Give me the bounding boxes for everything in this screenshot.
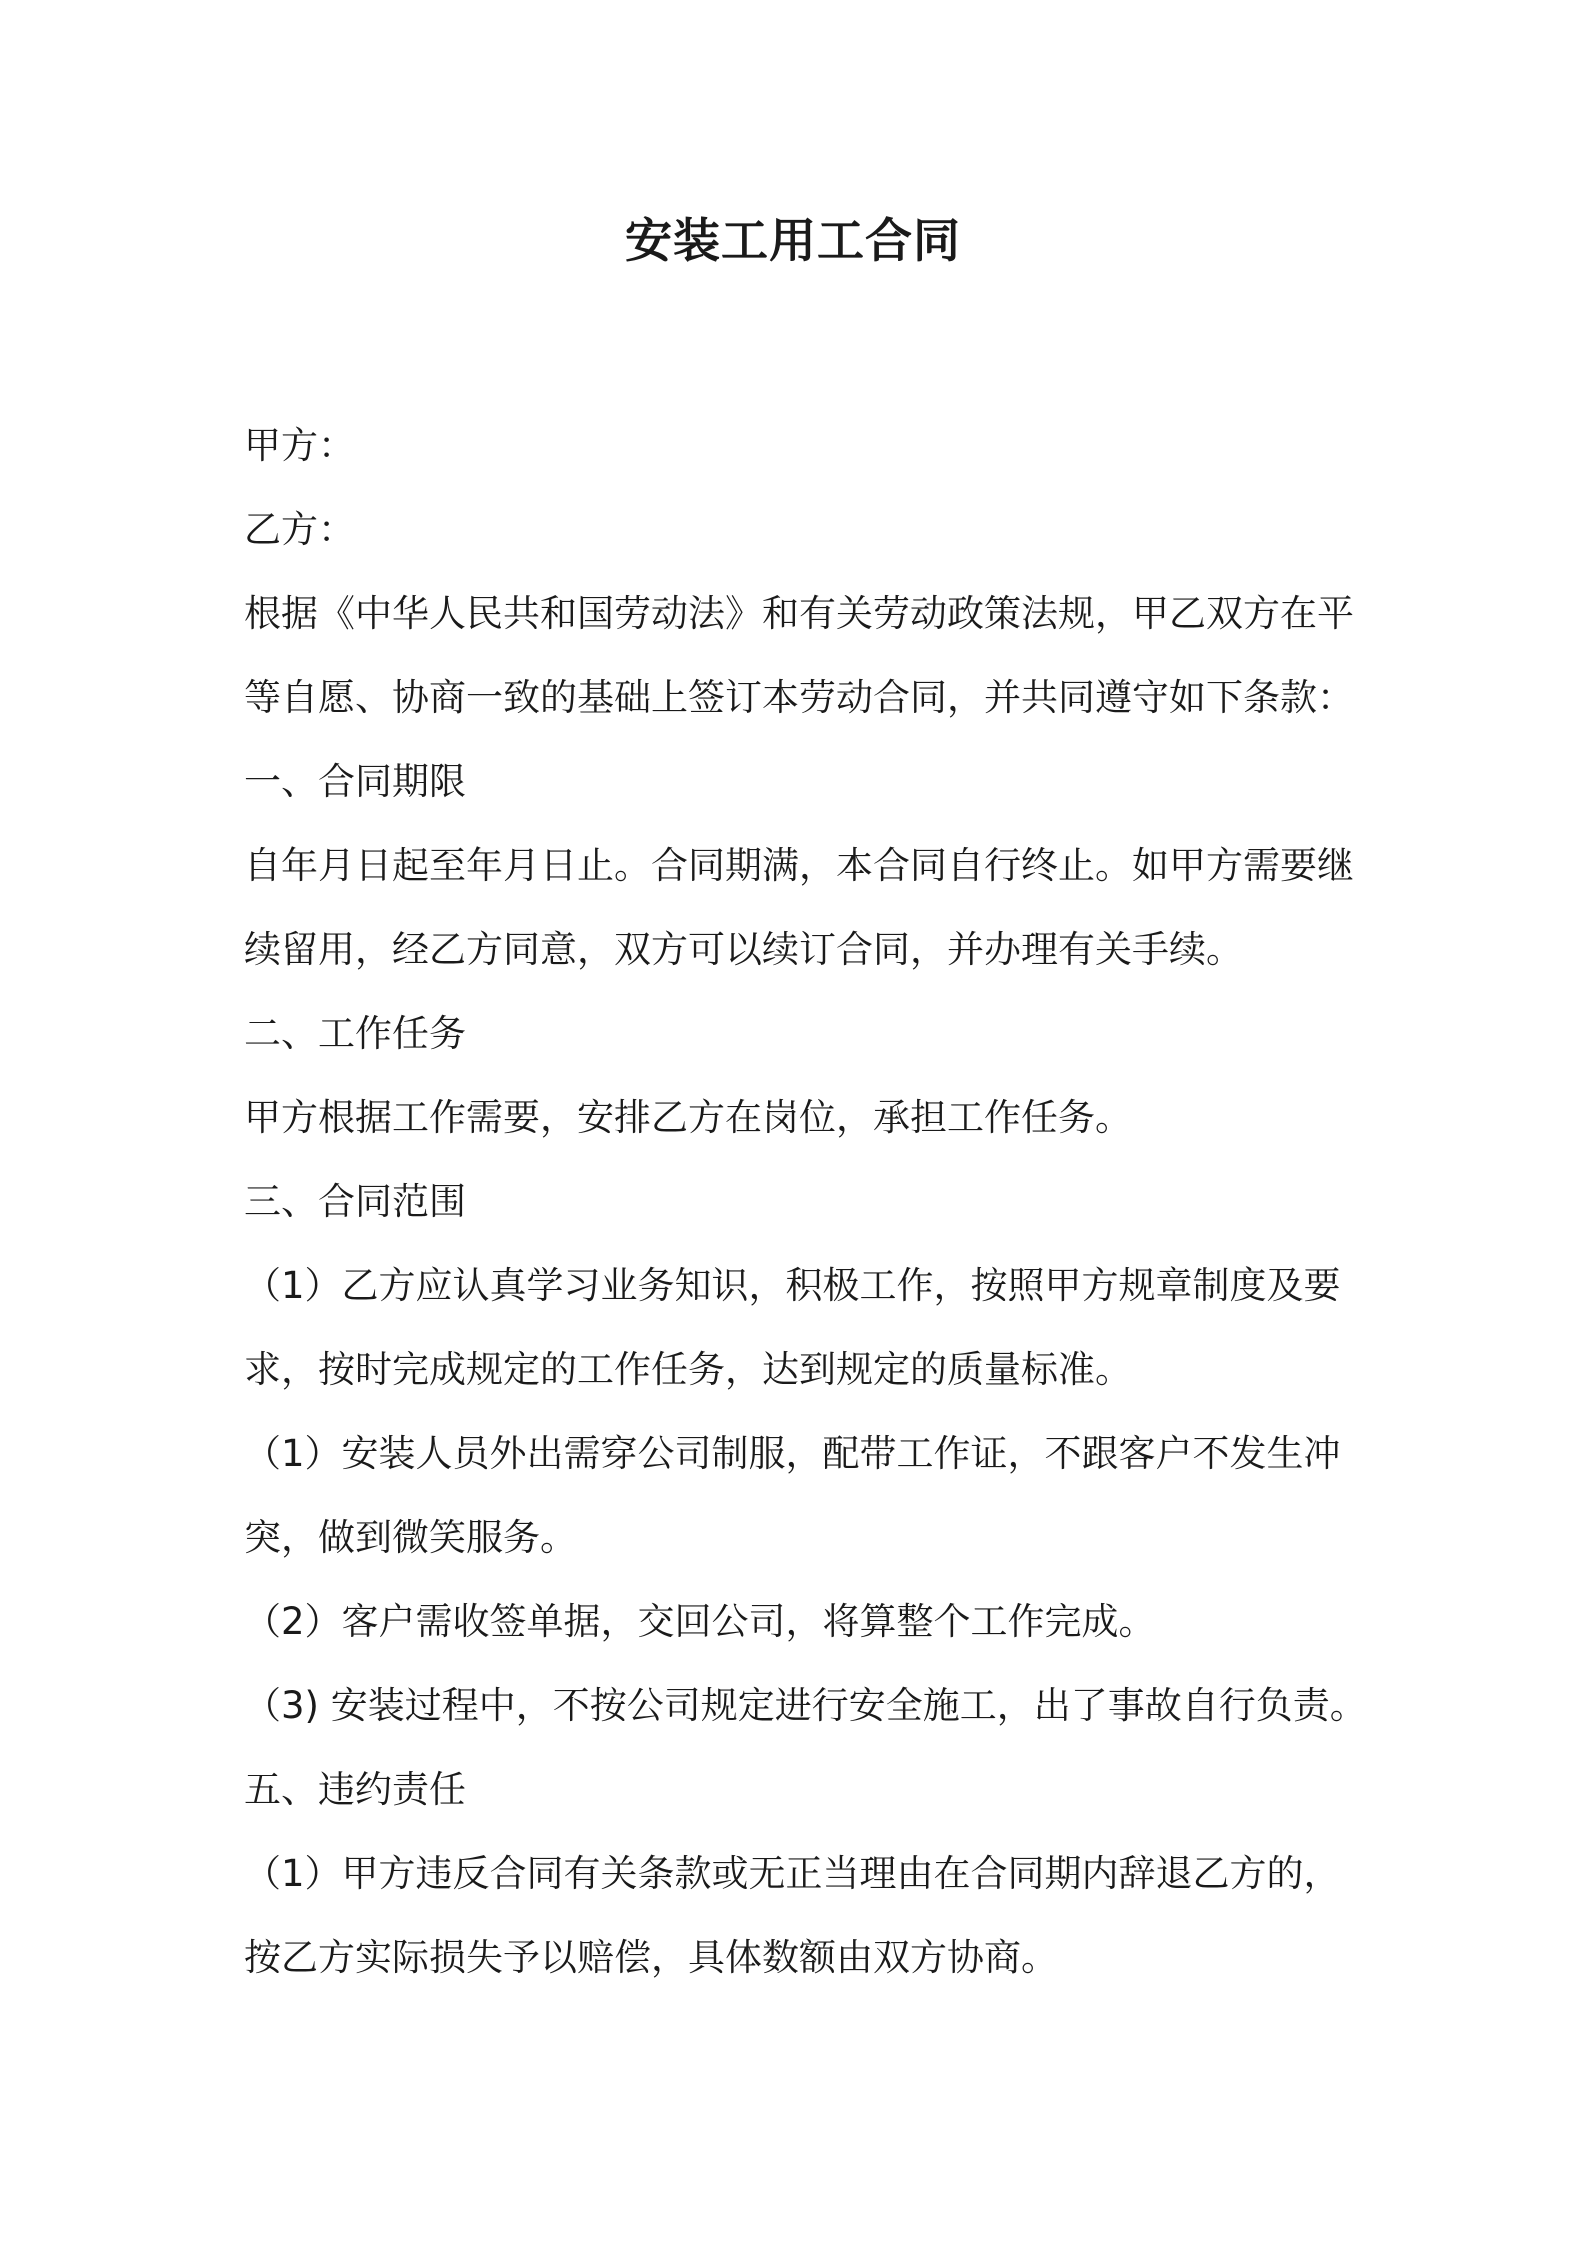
scope-item-1-line-1: （1）乙方应认真学习业务知识，积极工作，按照甲方规章制度及要 — [244, 1264, 1341, 1307]
party-b-line: 乙方： — [244, 508, 355, 551]
section-heading-term: 一、合同期限 — [244, 760, 466, 803]
preamble-line-2: 等自愿、协商一致的基础上签订本劳动合同，并共同遵守如下条款： — [244, 676, 1354, 719]
section-heading-liability: 五、违约责任 — [244, 1768, 466, 1811]
scope-item-2-line-1: （1）安装人员外出需穿公司制服，配带工作证，不跟客户不发生冲 — [244, 1432, 1341, 1475]
liability-item-1-line-2: 按乙方实际损失予以赔偿，具体数额由双方协商。 — [244, 1936, 1058, 1979]
party-a-line: 甲方： — [244, 424, 355, 467]
scope-item-4-line-1: （3) 安装过程中，不按公司规定进行安全施工，出了事故自行负责。 — [244, 1684, 1367, 1727]
task-line-1: 甲方根据工作需要，安排乙方在岗位，承担工作任务。 — [244, 1096, 1132, 1139]
scope-item-3-line-1: （2）客户需收签单据，交回公司，将算整个工作完成。 — [244, 1600, 1156, 1643]
section-heading-scope: 三、合同范围 — [244, 1180, 466, 1223]
scope-item-2-line-2: 突，做到微笑服务。 — [244, 1516, 577, 1559]
term-line-1: 自年月日起至年月日止。合同期满，本合同自行终止。如甲方需要继 — [244, 844, 1354, 887]
scope-item-1-line-2: 求，按时完成规定的工作任务，达到规定的质量标准。 — [244, 1348, 1132, 1391]
term-line-2: 续留用，经乙方同意，双方可以续订合同，并办理有关手续。 — [244, 928, 1243, 971]
document-title: 安装工用工合同 — [625, 214, 961, 269]
preamble-line-1: 根据《中华人民共和国劳动法》和有关劳动政策法规，甲乙双方在平 — [244, 592, 1354, 635]
document-body — [244, 404, 1367, 2000]
liability-item-1-line-1: （1）甲方违反合同有关条款或无正当理由在合同期内辞退乙方的， — [244, 1852, 1341, 1895]
section-heading-task: 二、工作任务 — [244, 1012, 466, 1055]
